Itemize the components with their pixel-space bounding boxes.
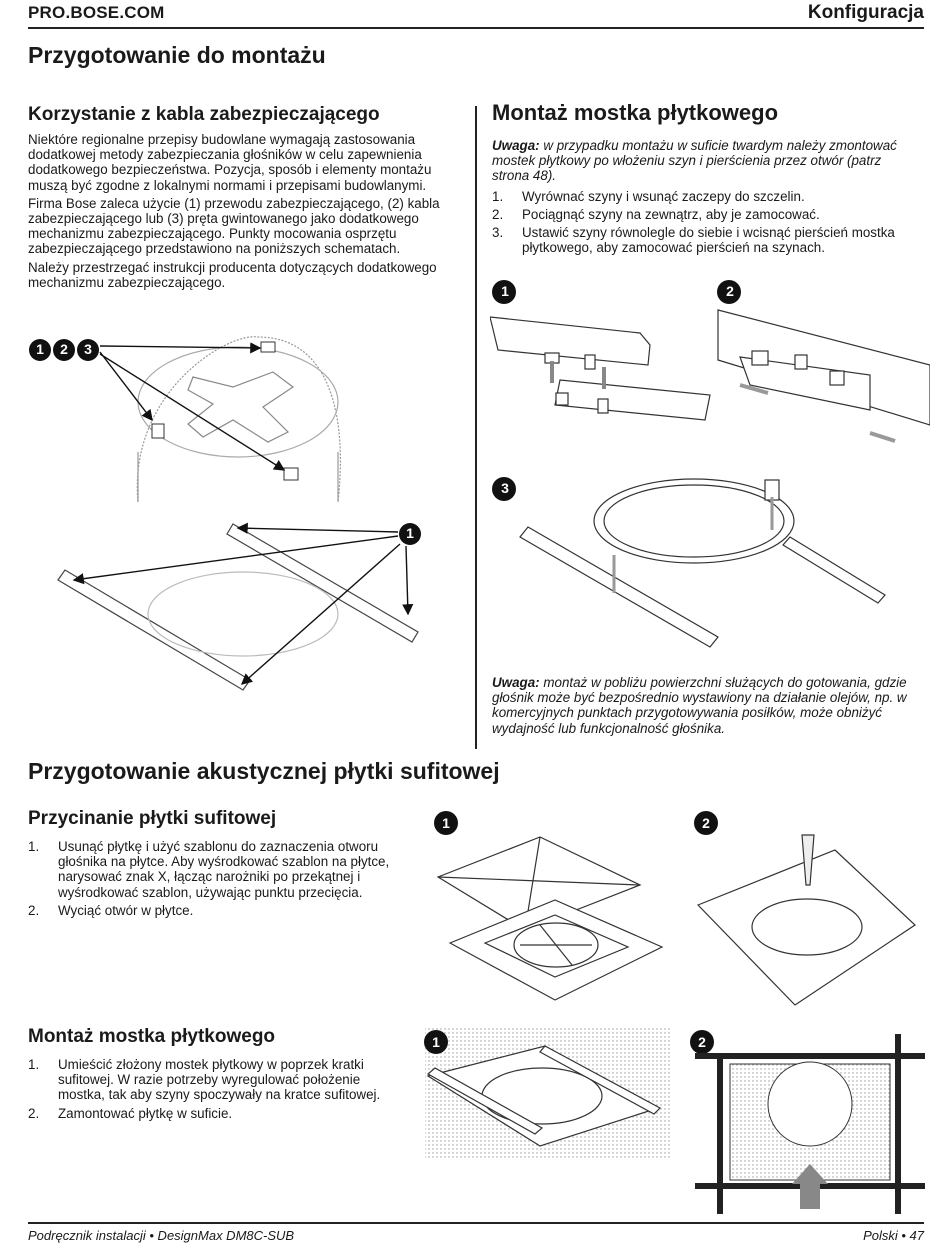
safety-speaker-figure: [28, 332, 458, 712]
bridge-step: [492, 207, 922, 222]
tile-bridge-fig-label-2: 2: [698, 1034, 706, 1050]
footer-page-number: Polski • 47: [863, 1228, 924, 1243]
bridge-note-label: Uwaga:: [492, 138, 540, 153]
safety-callout-2: 2: [60, 341, 68, 357]
bridge-note2-label: Uwaga:: [492, 675, 540, 690]
safety-callout-1: 1: [36, 341, 44, 357]
bridge-fig-label-3: 3: [501, 480, 509, 496]
tile-bridge-fig-label-1: 1: [432, 1034, 440, 1050]
bridge-note-2: [492, 675, 922, 736]
bridge-heading: Montaż mostka płytkowego: [492, 100, 779, 125]
cutting-fig-label-2: 2: [702, 815, 710, 831]
bridge-note: [492, 138, 922, 184]
safety-heading: Korzystanie z kabla zabezpieczającego: [28, 104, 380, 125]
safety-paragraph-1: Niektóre regionalne przepisy budowlane wymagają zastosowania dodatkowej metody zabezpieczania głośników w celu zapewnienia dodatkowego bezpieczeństwa. Pozycja, sposób i elementy montażu muszą być zgodne z lokalnymi normami i przepisami budowlanymi.: [28, 132, 432, 193]
tile-bridge-section: [28, 1026, 408, 1124]
bridge-note-text: w przypadku montażu w suficie twardym należy zmontować mostek płytkowy po włożeniu szyn i pierścienia przez otwór (patrz strona 48).: [492, 138, 897, 184]
bridge-step: [492, 225, 922, 255]
bridge-section: [492, 100, 922, 258]
safety-paragraph-2: Firma Bose zaleca użycie (1) przewodu zabezpieczającego, (2) kabla zabezpieczającego lub (3) pręta gwintowanego jako dodatkowego mechanizmu zabezpieczającego. Punkty mocowania osprzętu zabezpieczającego przedstawiono na poniższych schematach.: [28, 195, 440, 257]
safety-callout-3: 3: [84, 341, 92, 357]
cutting-steps: [28, 839, 418, 918]
tile-bridge-step: [28, 1106, 408, 1121]
tile-bridge-figure: [420, 1024, 930, 1216]
cutting-section: [28, 808, 418, 921]
site-name: PRO.BOSE.COM: [28, 3, 165, 22]
footer-manual-title: Podręcznik instalacji • DesignMax DM8C-SUB: [28, 1228, 295, 1243]
page-title-tile: Przygotowanie akustycznej płytki sufitowej: [28, 758, 500, 784]
step-number: 1.: [28, 1057, 40, 1072]
safety-callout-single: 1: [406, 525, 414, 541]
header-divider: [28, 27, 924, 29]
step-number: 2.: [28, 902, 40, 918]
cutting-fig-label-1: 1: [442, 815, 450, 831]
tile-bridge-heading: Montaż mostka płytkowego: [28, 1026, 276, 1047]
step-number: 2.: [492, 206, 504, 222]
column-divider: [475, 106, 477, 749]
page-title-prep: Przygotowanie do montażu: [28, 42, 326, 68]
safety-section: [28, 104, 458, 293]
step-text: Wyrównać szyny i wsunąć zaczepy do szczelin.: [522, 188, 805, 204]
cutting-step: [28, 903, 418, 918]
tile-bridge-step: [28, 1057, 408, 1103]
bridge-note2-text: montaż w pobliżu powierzchni służących do gotowania, gdzie głośnik może być bezpośrednio wystawiony na działanie olejów, np. w komercyjnych punktach przygotowywania posiłków, może obniżyć wydajność lub funkcjonalność głośnika.: [492, 675, 907, 736]
cutting-heading: Przycinanie płytki sufitowej: [28, 808, 277, 829]
step-number: 1.: [492, 188, 504, 204]
step-text: Zamontować płytkę w suficie.: [58, 1105, 233, 1121]
cutting-step: [28, 839, 418, 900]
step-number: 2.: [28, 1105, 40, 1121]
step-number: 1.: [28, 839, 40, 854]
step-text: Pociągnąć szyny na zewnątrz, aby je zamocować.: [522, 206, 820, 222]
cutting-figure: [430, 805, 930, 1015]
section-title: Konfiguracja: [807, 2, 924, 23]
step-text: Ustawić szyny równolegle do siebie i wcisnąć pierścień mostka płytkowego, aby zamocować pierścień na szynach.: [522, 225, 895, 256]
step-number: 3.: [492, 225, 504, 241]
tile-bridge-steps: [28, 1057, 408, 1121]
bridge-fig-label-2: 2: [726, 283, 734, 299]
step-text: Usunąć płytkę i użyć szablonu do zaznaczenia otworu głośnika na płytce. Aby wyśrodkować szablon na płytce, narysować znak X, łącząc narożniki po przekątnej i wyśrodkować szablon, używając punktu przecięcia.: [58, 839, 390, 900]
safety-paragraph-3: Należy przestrzegać instrukcji producenta dotyczących dodatkowego mechanizmu zabezpieczającego.: [28, 259, 437, 290]
bridge-assembly-figure: [490, 275, 930, 670]
footer-divider: [28, 1222, 924, 1224]
bridge-step: [492, 189, 922, 204]
bridge-steps: [492, 189, 922, 256]
bridge-fig-label-1: 1: [501, 283, 509, 299]
safety-callout-badges: [29, 339, 421, 545]
step-text: Umieścić złożony mostek płytkowy w poprzek kratki sufitowej. W razie potrzeby wyregulować położenie mostka, tak aby szyny spoczywały na kratce sufitowej.: [58, 1057, 381, 1103]
step-text: Wyciąć otwór w płytce.: [58, 902, 194, 918]
